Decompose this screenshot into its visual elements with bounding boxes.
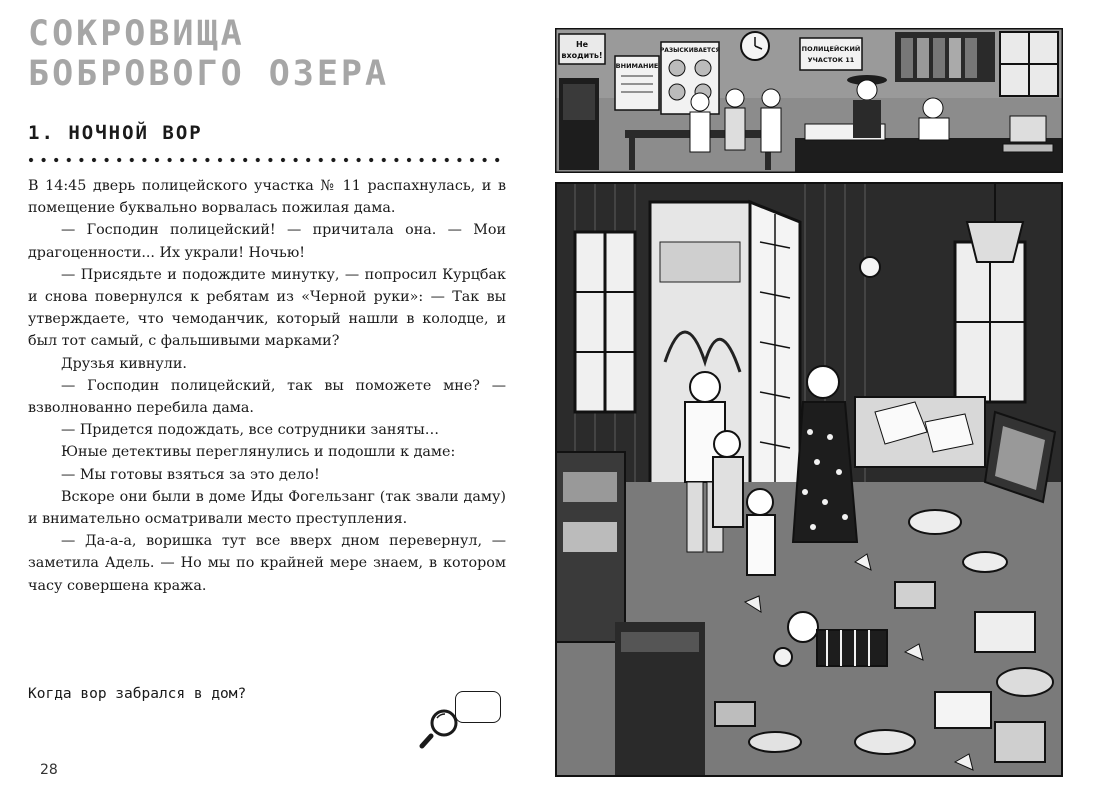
dotted-divider xyxy=(28,155,503,165)
story-paragraph: — Господин полицейский, так вы поможете мне? — взволнованно перебила дама. xyxy=(28,377,506,417)
story-paragraph: — Господин полицейский! — причитала она. — Мои драгоценности... Их украли! Ночью! xyxy=(28,222,506,261)
chapter-heading: 1. НОЧНОЙ ВОР xyxy=(28,122,203,144)
story-paragraph: Друзья кивнули. xyxy=(61,355,187,372)
svg-text:входить!: входить! xyxy=(561,51,603,60)
wanted-poster: РАЗЫСКИВАЕТСЯ xyxy=(659,47,721,54)
station-sign: ПОЛИЦЕЙСКИЙ xyxy=(801,45,861,53)
story-paragraph: — Придется подождать, все сотрудники заняты… xyxy=(61,422,440,439)
story-paragraph: Вскоре они были в доме Иды Фогельзанг (так звали даму) и внимательно осматривали место преступления. xyxy=(28,488,506,528)
crime-scene-illustration xyxy=(555,182,1063,777)
puzzle-question: Когда вор забрался в дом? xyxy=(28,686,247,702)
door-sign: Не xyxy=(575,40,589,49)
police-station-illustration xyxy=(555,28,1063,173)
book-title xyxy=(28,14,528,94)
page-number: 28 xyxy=(40,762,58,778)
svg-text:УЧАСТОК 11: УЧАСТОК 11 xyxy=(807,56,855,64)
story-paragraph: — Да-а-а, воришка тут все вверх дном перевернул, — заметила Адель. — Но мы по крайней мере знаем, в котором часу совершена кража. xyxy=(28,533,506,594)
story-paragraph: Юные детективы переглянулись и подошли к даме: xyxy=(61,444,456,461)
magnifier-icon xyxy=(419,706,465,752)
story-paragraph: — Мы готовы взяться за это дело! xyxy=(61,466,320,483)
book-title-line-2: БОБРОВОГО ОЗЕРА xyxy=(28,54,390,94)
story-paragraph: — Присядьте и подождите минутку, — попросил Курцбак и снова повернулся к ребятам из «Черной руки»: — Так вы утверждаете, что чемоданчик, который нашли в колодце, и был тот самый, с фальшивыми марками? xyxy=(28,266,506,350)
attention-poster: ВНИМАНИЕ xyxy=(615,62,659,70)
story-paragraph: В 14:45 дверь полицейского участка № 11 распахнулась, и в помещение буквально ворвалась пожилая дама. xyxy=(28,178,506,217)
story-text xyxy=(28,175,506,597)
book-title-line-1: СОКРОВИЩА xyxy=(28,14,245,54)
